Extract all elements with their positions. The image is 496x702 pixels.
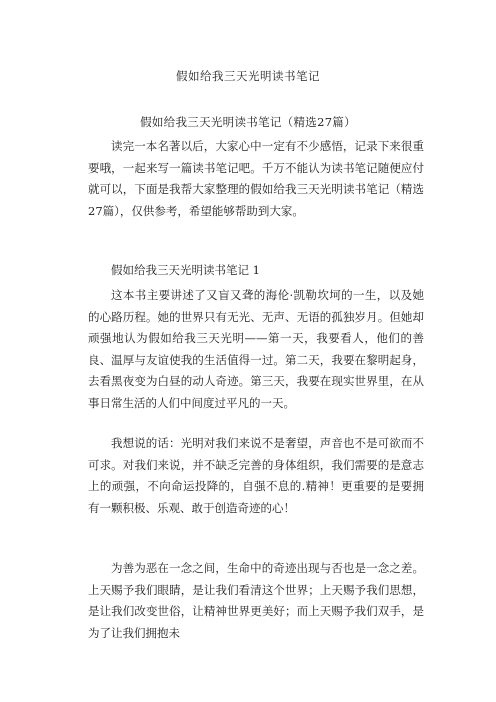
body-paragraph-1: 这本书主要讲述了又盲又聋的海伦·凯勒坎坷的一生，以及她的心路历程。她的世界只有无光、无声、无语的孤独岁月。但她却顽强地认为假如给我三天光明——第一天，我要看人，他们的善良、温厚与友谊使我的生活值得一过。第二天，我要在黎明起身，去看黑夜变为白昼的动人奇迹。第三天，我要在现实世界里，在从事日常生活的人们中间度过平凡的一天。 (88, 288, 424, 410)
document-title: 假如给我三天光明读书笔记 (176, 69, 320, 83)
intro-paragraph: 读完一本名著以后，大家心中一定有不少感悟，记录下来很重要哦，一起来写一篇读书笔记吧。千万不能认为读书笔记随便应付就可以，下面是我帮大家整理的假如给我三天光明读书笔记（精选27篇），仅供参考，希望能够帮助到大家。 (88, 139, 424, 218)
body-paragraph-3: 为善为恶在一念之间，生命中的奇迹出现与否也是一念之差。上天赐予我们眼睛，是让我们看清这个世界；上天赐予我们思想，是让我们改变世俗，让精神世界更美好；而上天赐予我们双手，是为了让我们拥抱未 (88, 561, 424, 640)
body-paragraph-2: 我想说的话：光明对我们来说不是奢望，声音也不是可欲而不可求。对我们来说，并不缺乏完善的身体组织，我们需要的是意志上的顽强，不向命运投降的，自强不息的.精神！更重要的是要拥有一颗积极、乐观、敢于创造奇迹的心！ (88, 436, 424, 515)
section-heading: 假如给我三天光明读书笔记 1 (111, 263, 260, 277)
document-subtitle: 假如给我三天光明读书笔记（精选27篇） (140, 115, 356, 129)
